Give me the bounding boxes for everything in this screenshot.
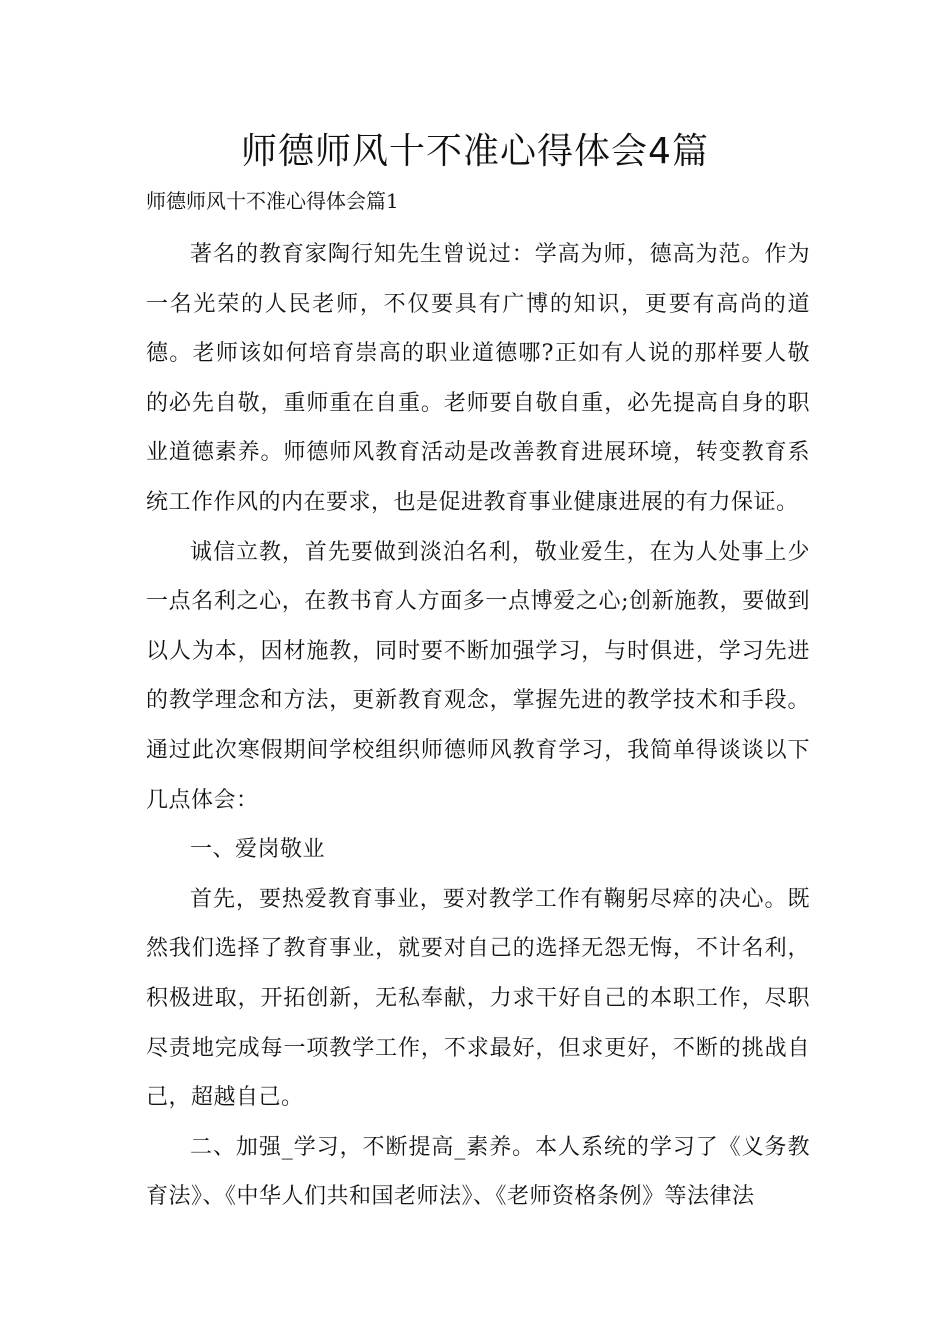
document-title: 师德师风十不准心得体会4篇 [241,131,709,172]
paragraph-2: 诚信立教，首先要做到淡泊名利，敬业爱生，在为人处事上少一点名利之心，在教书育人方面多一点博爱之心;创新施教，要做到以人为本，因材施教，同时要不断加强学习，与时俱进，学习先进的教学理念和方法，更新教育观念，掌握先进的教学技术和手段。通过此次寒假期间学校组织师德师风教育学习，我简单得谈谈以下几点体会： [146,539,810,813]
paragraph-5: 二、加强_学习，不断提高_素养。本人系统的学习了《义务教育法》、《中华人们共和国老师法》、《老师资格条例》等法律法 [146,1134,810,1210]
paragraph-4: 首先，要热爱教育事业，要对教学工作有鞠躬尽瘁的决心。既然我们选择了教育事业，就要对自己的选择无怨无悔，不计名利，积极进取，开拓创新，无私奉献，力求干好自己的本职工作，尽职尽责地完成每一项教学工作，不求最好，但求更好，不断的挑战自己，超越自己。 [146,886,810,1111]
document-body [146,230,810,1222]
section-heading: 师德师风十不准心得体会篇1 [146,189,399,213]
paragraph-1: 著名的教育家陶行知先生曾说过：学高为师，德高为范。作为一名光荣的人民老师，不仅要具有广博的知识，更要有高尚的道德。老师该如何培育崇高的职业道德哪?正如有人说的那样要人敬的必先自敬，重师重在自重。老师要自敬自重，必先提高自身的职业道德素养。师德师风教育活动是改善教育进展环境，转变教育系统工作作风的内在要求，也是促进教育事业健康进展的有力保证。 [146,242,810,515]
paragraph-3: 一、爱岗敬业 [190,837,326,863]
